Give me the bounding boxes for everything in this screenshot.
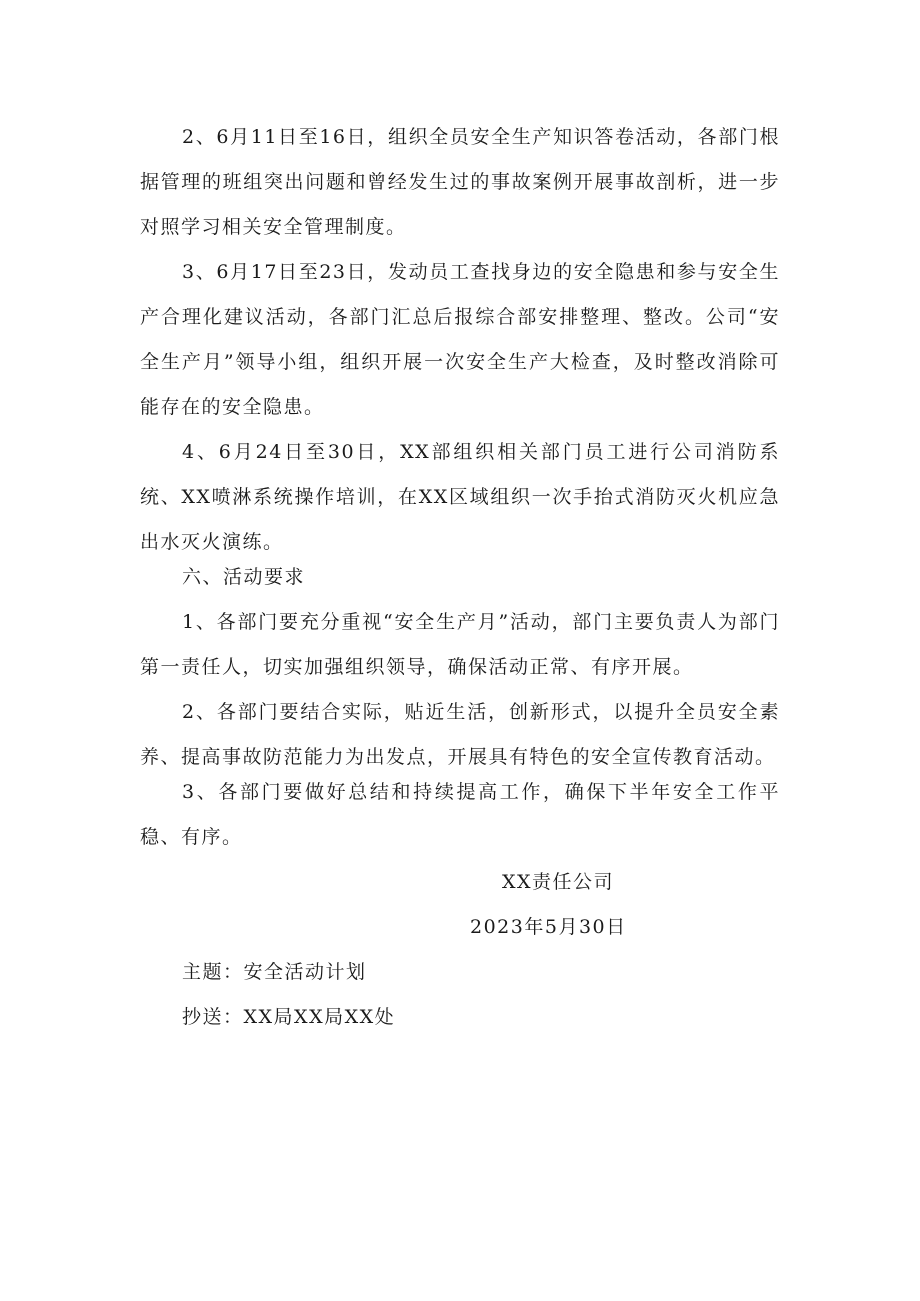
subject-line: 主题：安全活动计划	[182, 961, 367, 983]
signature-company: XX责任公司	[502, 871, 615, 893]
requirement-item-1: 1、各部门要充分重视“安全生产月”活动，部门主要负责人为部门第一责任人，切实加强组织领导，确保活动正常、有序开展。	[140, 611, 780, 678]
paragraph-item-4: 4、6月24日至30日，XX部组织相关部门员工进行公司消防系统、XX喷淋系统操作培训，在XX区域组织一次手抬式消防灭火机应急出水灭火演练。	[140, 441, 780, 553]
signature-date: 2023年5月30日	[470, 916, 627, 938]
requirement-item-2: 2、各部门要结合实际，贴近生活，创新形式，以提升全员安全素养、提高事故防范能力为出发点，开展具有特色的安全宣传教育活动。	[140, 701, 780, 768]
requirement-item-3: 3、各部门要做好总结和持续提高工作，确保下半年安全工作平稳、有序。	[140, 781, 780, 848]
cc-line: 抄送：XX局XX局XX处	[182, 1006, 396, 1028]
paragraph-item-2: 2、6月11日至16日，组织全员安全生产知识答卷活动，各部门根据管理的班组突出问题和曾经发生过的事故案例开展事故剖析，进一步对照学习相关安全管理制度。	[140, 126, 780, 238]
section-heading: 六、活动要求	[182, 566, 306, 588]
paragraph-item-3: 3、6月17日至23日，发动员工查找身边的安全隐患和参与安全生产合理化建议活动，各部门汇总后报综合部安排整理、整改。公司“安全生产月”领导小组，组织开展一次安全生产大检查，及时整改消除可能存在的安全隐患。	[140, 261, 780, 418]
